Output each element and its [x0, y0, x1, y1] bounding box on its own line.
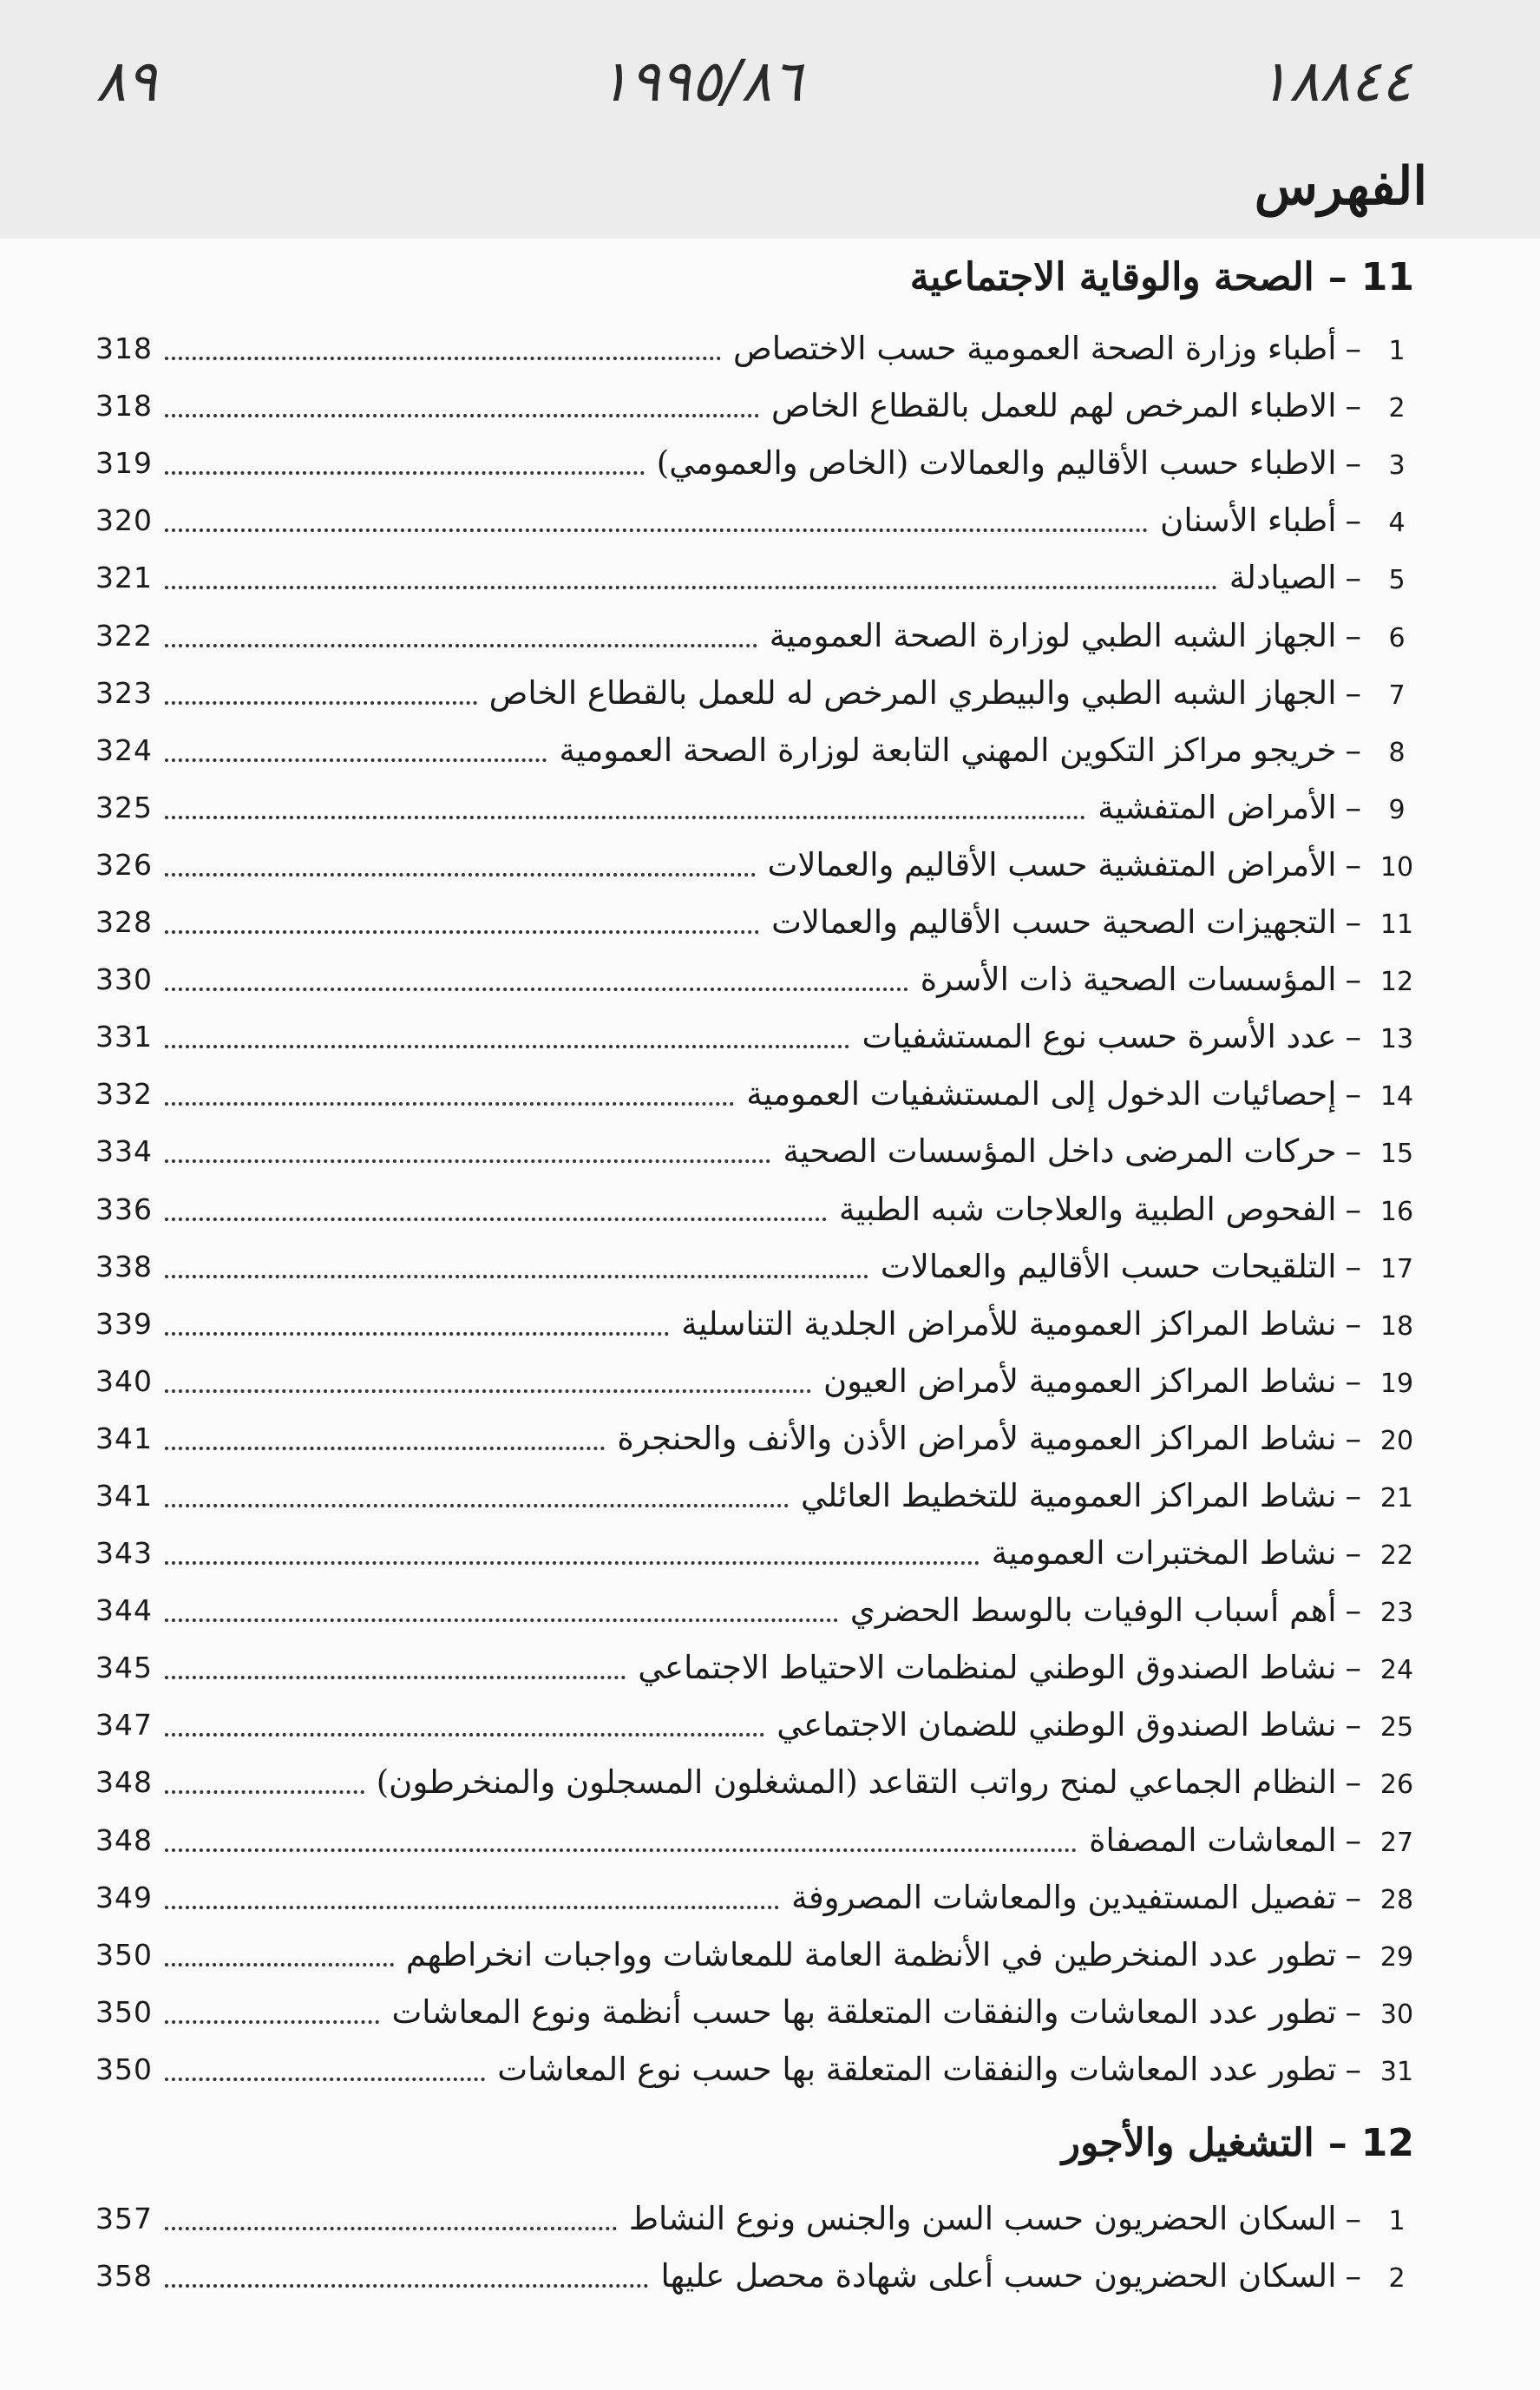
toc-entry-page-number: 322	[95, 618, 153, 653]
toc-entry-separator: –	[1345, 1247, 1361, 1285]
toc-entry[interactable]	[95, 1638, 1427, 1696]
toc-entry-index: 9	[1388, 794, 1406, 825]
toc-entry-index: 23	[1379, 1597, 1414, 1628]
toc-entry-page-number: 338	[95, 1249, 153, 1284]
toc-entry[interactable]	[95, 1008, 1427, 1065]
toc-entry[interactable]	[95, 607, 1427, 664]
toc-entry-title: إحصائيات الدخول إلى المستشفيات العمومية	[746, 1074, 1337, 1113]
toc-leader-dots	[165, 807, 1085, 819]
toc-leader-dots	[165, 2012, 379, 2024]
page-title: الفهرس	[1254, 156, 1427, 217]
toc-entry-page-number: 331	[95, 1019, 153, 1054]
toc-entry-title: حركات المرضى داخل المؤسسات الصحية	[783, 1132, 1337, 1170]
toc-entry-title: أطباء الأسنان	[1160, 501, 1337, 539]
toc-leader-dots	[165, 1724, 764, 1737]
toc-leader-dots	[165, 1266, 868, 1278]
toc-entry[interactable]	[95, 1295, 1427, 1352]
toc-entry[interactable]	[95, 2190, 1427, 2247]
toc-entry-separator: –	[1345, 2050, 1361, 2088]
toc-leader-dots	[165, 1553, 980, 1565]
toc-entry-index: 13	[1379, 1023, 1414, 1054]
toc-entry-separator: –	[1345, 1935, 1361, 1973]
toc-entry-index: 24	[1379, 1654, 1414, 1685]
toc-entry-separator: –	[1345, 1591, 1361, 1629]
toc-entry[interactable]	[95, 1238, 1427, 1295]
toc-entry-title: خريجو مراكز التكوين المهني التابعة لوزارة الصحة العمومية	[559, 731, 1337, 769]
toc-entry-index: 12	[1379, 966, 1414, 997]
toc-leader-dots	[165, 1610, 838, 1622]
toc-leader-dots	[165, 1782, 364, 1794]
toc-entry-separator: –	[1345, 1648, 1361, 1686]
toc-entry-separator: –	[1345, 731, 1361, 769]
toc-entry[interactable]	[95, 1180, 1427, 1238]
toc-entry[interactable]	[95, 893, 1427, 950]
toc-entry-page-number: 324	[95, 732, 153, 767]
toc-leader-dots	[165, 1667, 626, 1679]
toc-entry-separator: –	[1345, 903, 1361, 941]
toc-entry-index: 16	[1379, 1196, 1414, 1227]
toc-entry-title: نشاط الصندوق الوطني للضمان الاجتماعي	[777, 1705, 1337, 1743]
toc-leader-dots	[165, 2218, 617, 2230]
toc-entry-separator: –	[1345, 501, 1361, 539]
toc-entry-page-number: 343	[95, 1535, 153, 1570]
toc-entry-page-number: 348	[95, 1764, 153, 1799]
toc-entry-separator: –	[1345, 1821, 1361, 1859]
toc-leader-dots	[165, 2069, 485, 2081]
section-number: 12	[1360, 2121, 1414, 2165]
toc-entry-title: تطور عدد المعاشات والنفقات المتعلقة بها حسب أنظمة ونوع المعاشات	[391, 1993, 1337, 2031]
toc-entry-index: 1	[1388, 335, 1406, 366]
toc-entry[interactable]	[95, 1467, 1427, 1524]
toc-entry-title: التجهيزات الصحية حسب الأقاليم والعمالات	[771, 903, 1337, 941]
toc-entry-page-number: 347	[95, 1707, 153, 1742]
toc-entry-separator: –	[1345, 386, 1361, 424]
toc-leader-dots	[165, 1036, 849, 1048]
toc-entry-separator: –	[1345, 1304, 1361, 1343]
toc-leader-dots	[165, 1840, 1077, 1852]
toc-entry-title: عدد الأسرة حسب نوع المستشفيات	[862, 1017, 1337, 1055]
toc-entry-index: 21	[1379, 1482, 1414, 1513]
toc-entry-page-number: 350	[95, 1994, 153, 2029]
toc-entry-separator: –	[1345, 1017, 1361, 1055]
toc-entry-index: 3	[1388, 450, 1406, 481]
toc-leader-dots	[165, 750, 547, 762]
toc-leader-dots	[165, 1209, 827, 1221]
toc-entry-separator: –	[1345, 960, 1361, 998]
toc-entry-title: النظام الجماعي لمنح رواتب التقاعد (المشغلون المسجلون والمنخرطون)	[376, 1763, 1337, 1801]
toc-entry-title: نشاط المراكز العمومية لأمراض العيون	[823, 1362, 1337, 1400]
toc-entry-title: الأمراض المتفشية	[1098, 788, 1337, 826]
toc-entry[interactable]	[95, 1926, 1427, 1983]
toc-leader-dots	[165, 1151, 770, 1163]
toc-entry-title: نشاط المختبرات العمومية	[991, 1533, 1337, 1572]
toc-leader-dots	[165, 1381, 811, 1393]
toc-entry-page-number: 348	[95, 1822, 153, 1857]
toc-entry-separator: –	[1345, 845, 1361, 883]
toc-entry-page-number: 358	[95, 2258, 153, 2293]
toc-entry-page-number: 339	[95, 1306, 153, 1341]
toc-entry-page-number: 318	[95, 388, 153, 423]
toc-entry-index: 1	[1388, 2205, 1406, 2236]
handwritten-note-center: ١٩٩٥/٨٦	[599, 48, 803, 115]
toc-entry-index: 31	[1379, 2056, 1414, 2087]
toc-entry[interactable]	[95, 1065, 1427, 1122]
toc-entry-page-number: 350	[95, 1937, 153, 1972]
section-heading	[1062, 2118, 1414, 2170]
toc-entry-index: 5	[1388, 564, 1406, 595]
toc-entry-separator: –	[1345, 329, 1361, 367]
toc-entry[interactable]	[95, 1122, 1427, 1179]
toc-leader-dots	[165, 2275, 648, 2288]
toc-entry[interactable]	[95, 319, 1427, 377]
toc-entry-title: نشاط المراكز العمومية للأمراض الجلدية التناسلية	[681, 1304, 1337, 1343]
toc-leader-dots	[165, 1438, 605, 1450]
toc-entry-index: 27	[1379, 1827, 1414, 1858]
toc-leader-dots	[165, 635, 757, 647]
toc-entry-index: 30	[1379, 1999, 1414, 2030]
toc-entry[interactable]	[95, 664, 1427, 721]
toc-entry-separator: –	[1345, 2199, 1361, 2237]
toc-entry-index: 29	[1379, 1941, 1414, 1973]
toc-entry-page-number: 357	[95, 2201, 153, 2236]
toc-entry-page-number: 341	[95, 1421, 153, 1455]
toc-leader-dots	[165, 922, 759, 934]
toc-entry-page-number: 320	[95, 502, 153, 537]
toc-entry[interactable]	[95, 1983, 1427, 2040]
section-title-text: التشغيل والأجور	[1061, 2121, 1314, 2165]
toc-entry-page-number: 340	[95, 1363, 153, 1398]
section-title-text: الصحة والوقاية الاجتماعية	[909, 255, 1314, 299]
toc-entry-page-number: 325	[95, 790, 153, 824]
toc-entry-page-number: 318	[95, 331, 153, 365]
toc-entry-index: 28	[1379, 1884, 1414, 1915]
toc-entry-title: التلقيحات حسب الأقاليم والعمالات	[880, 1247, 1337, 1285]
toc-entry[interactable]	[95, 377, 1427, 434]
toc-entry[interactable]	[95, 2247, 1427, 2304]
section-separator: –	[1327, 2121, 1347, 2165]
toc-entry-title: نشاط الصندوق الوطني لمنظمات الاحتياط الاجتماعي	[638, 1648, 1337, 1686]
toc-entry[interactable]	[95, 1581, 1427, 1638]
toc-entry[interactable]	[95, 721, 1427, 778]
toc-entry-separator: –	[1345, 1993, 1361, 2031]
toc-entry-index: 18	[1379, 1310, 1414, 1342]
toc-entry-page-number: 341	[95, 1478, 153, 1513]
toc-entry-title: تطور عدد المعاشات والنفقات المتعلقة بها حسب نوع المعاشات	[497, 2050, 1337, 2088]
toc-leader-dots	[165, 348, 721, 360]
toc-entry-page-number: 328	[95, 904, 153, 939]
toc-entry-separator: –	[1345, 1705, 1361, 1743]
toc-entry-index: 11	[1379, 909, 1414, 940]
toc-entry-separator: –	[1345, 616, 1361, 654]
toc-entry-separator: –	[1345, 1419, 1361, 1457]
toc-entry-separator: –	[1345, 2256, 1361, 2295]
toc-entry-page-number: 321	[95, 560, 153, 594]
toc-entry[interactable]	[95, 1696, 1427, 1753]
toc-entry-title: تفصيل المستفيدين والمعاشات المصروفة	[791, 1878, 1337, 1916]
toc-entry-title: الصيادلة	[1229, 558, 1337, 596]
toc-leader-dots	[165, 693, 477, 705]
toc-entry-title: أهم أسباب الوفيات بالوسط الحضري	[849, 1591, 1337, 1629]
toc-entry-title: السكان الحضريون حسب أعلى شهادة محصل عليها	[660, 2256, 1337, 2295]
toc-entry-title: المؤسسات الصحية ذات الأسرة	[920, 960, 1337, 998]
toc-entry-index: 7	[1388, 680, 1406, 711]
toc-entry-index: 26	[1379, 1769, 1414, 1800]
toc-entry-separator: –	[1345, 1190, 1361, 1228]
toc-leader-dots	[165, 405, 759, 417]
toc-entry-page-number: 349	[95, 1880, 153, 1914]
toc-leader-dots	[165, 1093, 734, 1106]
toc-entry-index: 14	[1379, 1080, 1414, 1112]
toc-entry-index: 2	[1388, 2262, 1406, 2294]
toc-entry-separator: –	[1345, 1074, 1361, 1113]
toc-entry-separator: –	[1345, 1362, 1361, 1400]
toc-leader-dots	[165, 520, 1148, 532]
toc-entry-index: 25	[1379, 1711, 1414, 1743]
toc-entry-separator: –	[1345, 1132, 1361, 1170]
section-separator: –	[1327, 255, 1347, 299]
toc-leader-dots	[165, 463, 645, 475]
toc-entry-separator: –	[1345, 1476, 1361, 1514]
toc-leader-dots	[165, 1495, 789, 1507]
toc-entry-page-number: 345	[95, 1650, 153, 1684]
toc-entry-title: الاطباء المرخص لهم للعمل بالقطاع الخاص	[771, 386, 1337, 424]
handwritten-note-left: ٨٩	[95, 48, 157, 115]
toc-entry-page-number: 344	[95, 1592, 153, 1627]
toc-entry[interactable]	[95, 2040, 1427, 2098]
toc-entry-separator: –	[1345, 1878, 1361, 1916]
toc-entry-title: تطور عدد المنخرطين في الأنظمة العامة للمعاشات وواجبات انخراطهم	[405, 1935, 1337, 1973]
toc-entry[interactable]	[95, 1409, 1427, 1467]
toc-entry-index: 2	[1388, 392, 1406, 424]
toc-leader-dots	[165, 1897, 779, 1909]
toc-entry-index: 15	[1379, 1138, 1414, 1169]
toc-entry[interactable]	[95, 548, 1427, 606]
section-number: 11	[1360, 255, 1414, 299]
toc-entry-page-number: 326	[95, 847, 153, 882]
toc-entry[interactable]	[95, 778, 1427, 836]
toc-entry-title: الجهاز الشبه الطبي والبيطري المرخص له للعمل بالقطاع الخاص	[488, 673, 1337, 712]
toc-entry-title: نشاط المراكز العمومية للتخطيط العائلي	[800, 1476, 1337, 1514]
toc-entry-separator: –	[1345, 1533, 1361, 1572]
toc-entry[interactable]	[95, 491, 1427, 548]
toc-entry-title: المعاشات المصفاة	[1089, 1821, 1337, 1859]
toc-entry-separator: –	[1345, 1763, 1361, 1801]
toc-entry-title: نشاط المراكز العمومية لأمراض الأذن والأنف والحنجرة	[617, 1419, 1337, 1457]
toc-entry-page-number: 323	[95, 675, 153, 710]
toc-entry-index: 19	[1379, 1368, 1414, 1399]
toc-entry[interactable]	[95, 434, 1427, 491]
toc-leader-dots	[165, 577, 1217, 589]
toc-entry[interactable]	[95, 950, 1427, 1008]
toc-entry-page-number: 334	[95, 1133, 153, 1168]
toc-leader-dots	[165, 979, 908, 991]
toc-leader-dots	[165, 1954, 394, 1966]
toc-entry-page-number: 332	[95, 1076, 153, 1111]
toc-entry[interactable]	[95, 1352, 1427, 1409]
toc-entry-title: أطباء وزارة الصحة العمومية حسب الاختصاص	[733, 329, 1337, 367]
toc-entry-title: السكان الحضريون حسب السن والجنس ونوع النشاط	[628, 2199, 1337, 2237]
section-heading	[910, 252, 1414, 304]
toc-entry[interactable]	[95, 836, 1427, 893]
toc-entry-title: الأمراض المتفشية حسب الأقاليم والعمالات	[767, 845, 1337, 883]
toc-entry[interactable]	[95, 1524, 1427, 1581]
toc-entry-page-number: 350	[95, 2052, 153, 2086]
toc-leader-dots	[165, 1323, 669, 1336]
toc-entry-title: الجهاز الشبه الطبي لوزارة الصحة العمومية	[769, 616, 1337, 654]
toc-entry-separator: –	[1345, 788, 1361, 826]
toc-entry-index: 17	[1379, 1253, 1414, 1284]
toc-entry[interactable]	[95, 1868, 1427, 1926]
toc-entry[interactable]	[95, 1811, 1427, 1868]
toc-entry-index: 8	[1388, 737, 1406, 768]
toc-entry-index: 10	[1379, 851, 1414, 883]
handwritten-note-right: ١٨٨٤٤	[1258, 48, 1412, 115]
toc-entry-separator: –	[1345, 558, 1361, 596]
toc-entry-page-number: 330	[95, 962, 153, 996]
toc-entry[interactable]	[95, 1753, 1427, 1810]
toc-entry-separator: –	[1345, 673, 1361, 712]
toc-entry-index: 20	[1379, 1425, 1414, 1456]
toc-entry-title: الاطباء حسب الأقاليم والعمالات (الخاص والعمومي)	[656, 443, 1337, 482]
toc-leader-dots	[165, 864, 756, 877]
toc-entry-index: 6	[1388, 622, 1406, 653]
toc-entry-title: الفحوص الطبية والعلاجات شبه الطبية	[838, 1190, 1337, 1228]
toc-entry-page-number: 319	[95, 445, 153, 480]
toc-entry-page-number: 336	[95, 1192, 153, 1226]
toc-entry-index: 22	[1379, 1540, 1414, 1571]
toc-entry-separator: –	[1345, 443, 1361, 482]
toc-entry-index: 4	[1388, 507, 1406, 538]
